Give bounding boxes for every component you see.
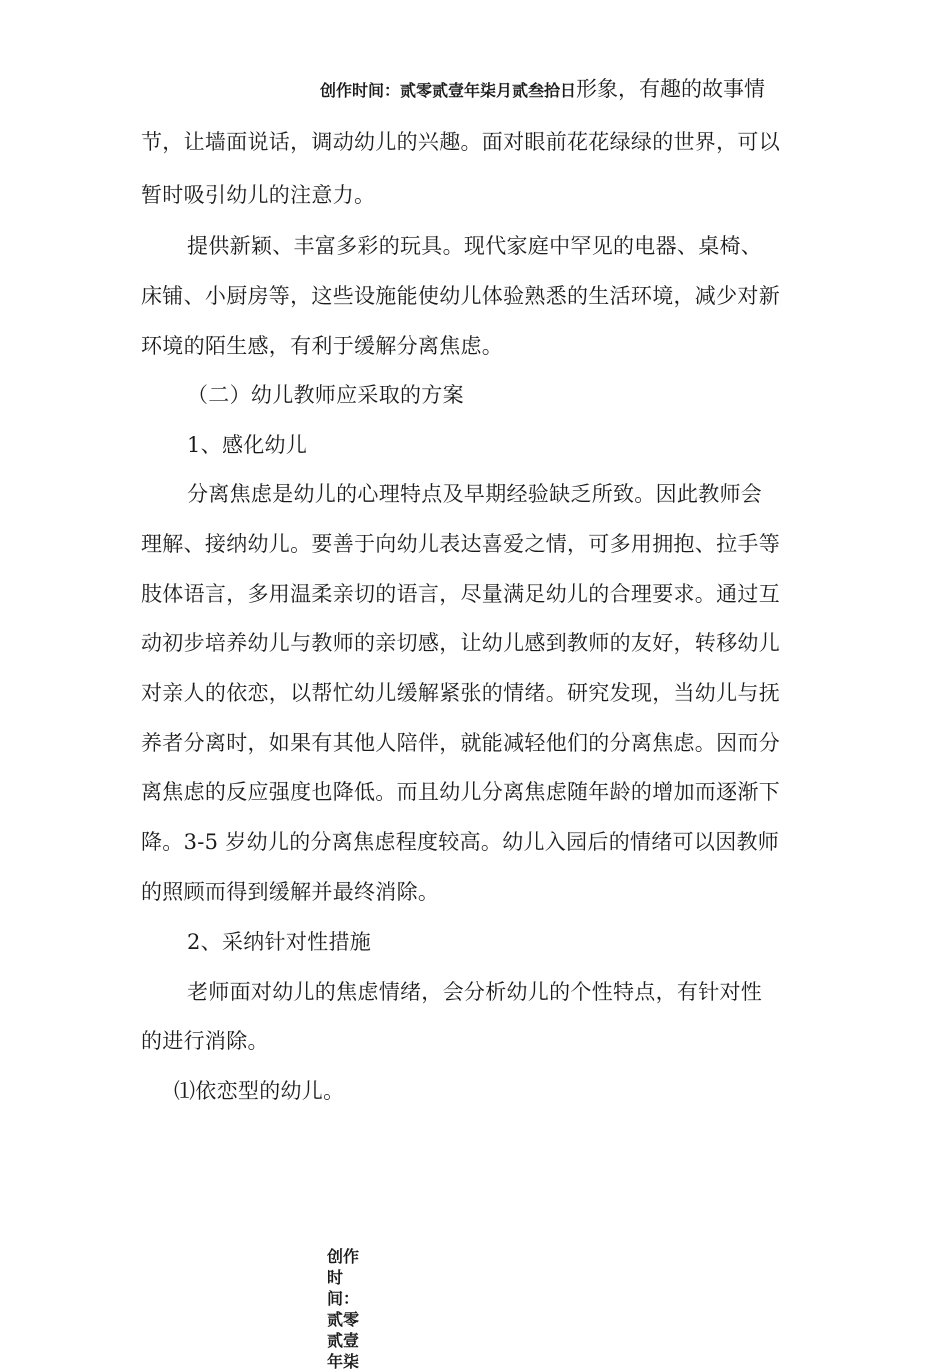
paragraph-line: 床铺、小厨房等，这些设施能使幼儿体验熟悉的生活环境，减少对新: [141, 284, 780, 308]
paragraph-line: 对亲人的依恋，以帮忙幼儿缓解紧张的情绪。研究发现，当幼儿与抚: [141, 681, 780, 705]
paragraph-line: 节，让墙面说话，调动幼儿的兴趣。面对眼前花花绿绿的世界，可以: [141, 130, 780, 154]
paragraph-line: 理解、接纳幼儿。要善于向幼儿表达喜爱之情，可多用拥抱、拉手等: [141, 532, 780, 556]
subsection-heading: 1、感化幼儿: [187, 433, 308, 457]
footer-creation-time-stamp: 创作时间：贰零贰壹年柒: [327, 1247, 360, 1371]
paragraph-line: 分离焦虑是幼儿的心理特点及早期经验缺乏所致。因此教师会: [187, 482, 763, 506]
subsection-heading: 2、采纳针对性措施: [187, 930, 372, 954]
header-continuation-text: 形象，有趣的故事情: [576, 77, 766, 101]
section-heading: （二）幼儿教师应采取的方案: [187, 383, 464, 407]
creation-time-stamp: 创作时间：贰零贰壹年柒月贰叁拾日: [320, 81, 577, 100]
paragraph-line: 的进行消除。: [141, 1029, 269, 1053]
paragraph-line: 降。3-5 岁幼儿的分离焦虑程度较高。幼儿入园后的情绪可以因教师: [141, 830, 780, 854]
list-item: ⑴依恋型的幼儿。: [174, 1079, 345, 1103]
paragraph-line: 肢体语言，多用温柔亲切的语言，尽量满足幼儿的合理要求。通过互: [141, 582, 780, 606]
paragraph-line: 提供新颖、丰富多彩的玩具。现代家庭中罕见的电器、桌椅、: [187, 234, 763, 258]
paragraph-line: 离焦虑的反应强度也降低。而且幼儿分离焦虑随年龄的增加而逐渐下: [141, 780, 780, 804]
paragraph-line: 养者分离时，如果有其他人陪伴，就能减轻他们的分离焦虑。因而分: [141, 731, 780, 755]
paragraph-line: 动初步培养幼儿与教师的亲切感，让幼儿感到教师的友好，转移幼儿: [141, 631, 780, 655]
paragraph-line: 的照顾而得到缓解并最终消除。: [141, 880, 440, 904]
paragraph-line: 老师面对幼儿的焦虑情绪，会分析幼儿的个性特点，有针对性: [187, 980, 763, 1004]
paragraph-line: 暂时吸引幼儿的注意力。: [141, 183, 376, 207]
header-line: [320, 74, 815, 106]
paragraph-line: 环境的陌生感，有利于缓解分离焦虑。: [141, 334, 504, 358]
